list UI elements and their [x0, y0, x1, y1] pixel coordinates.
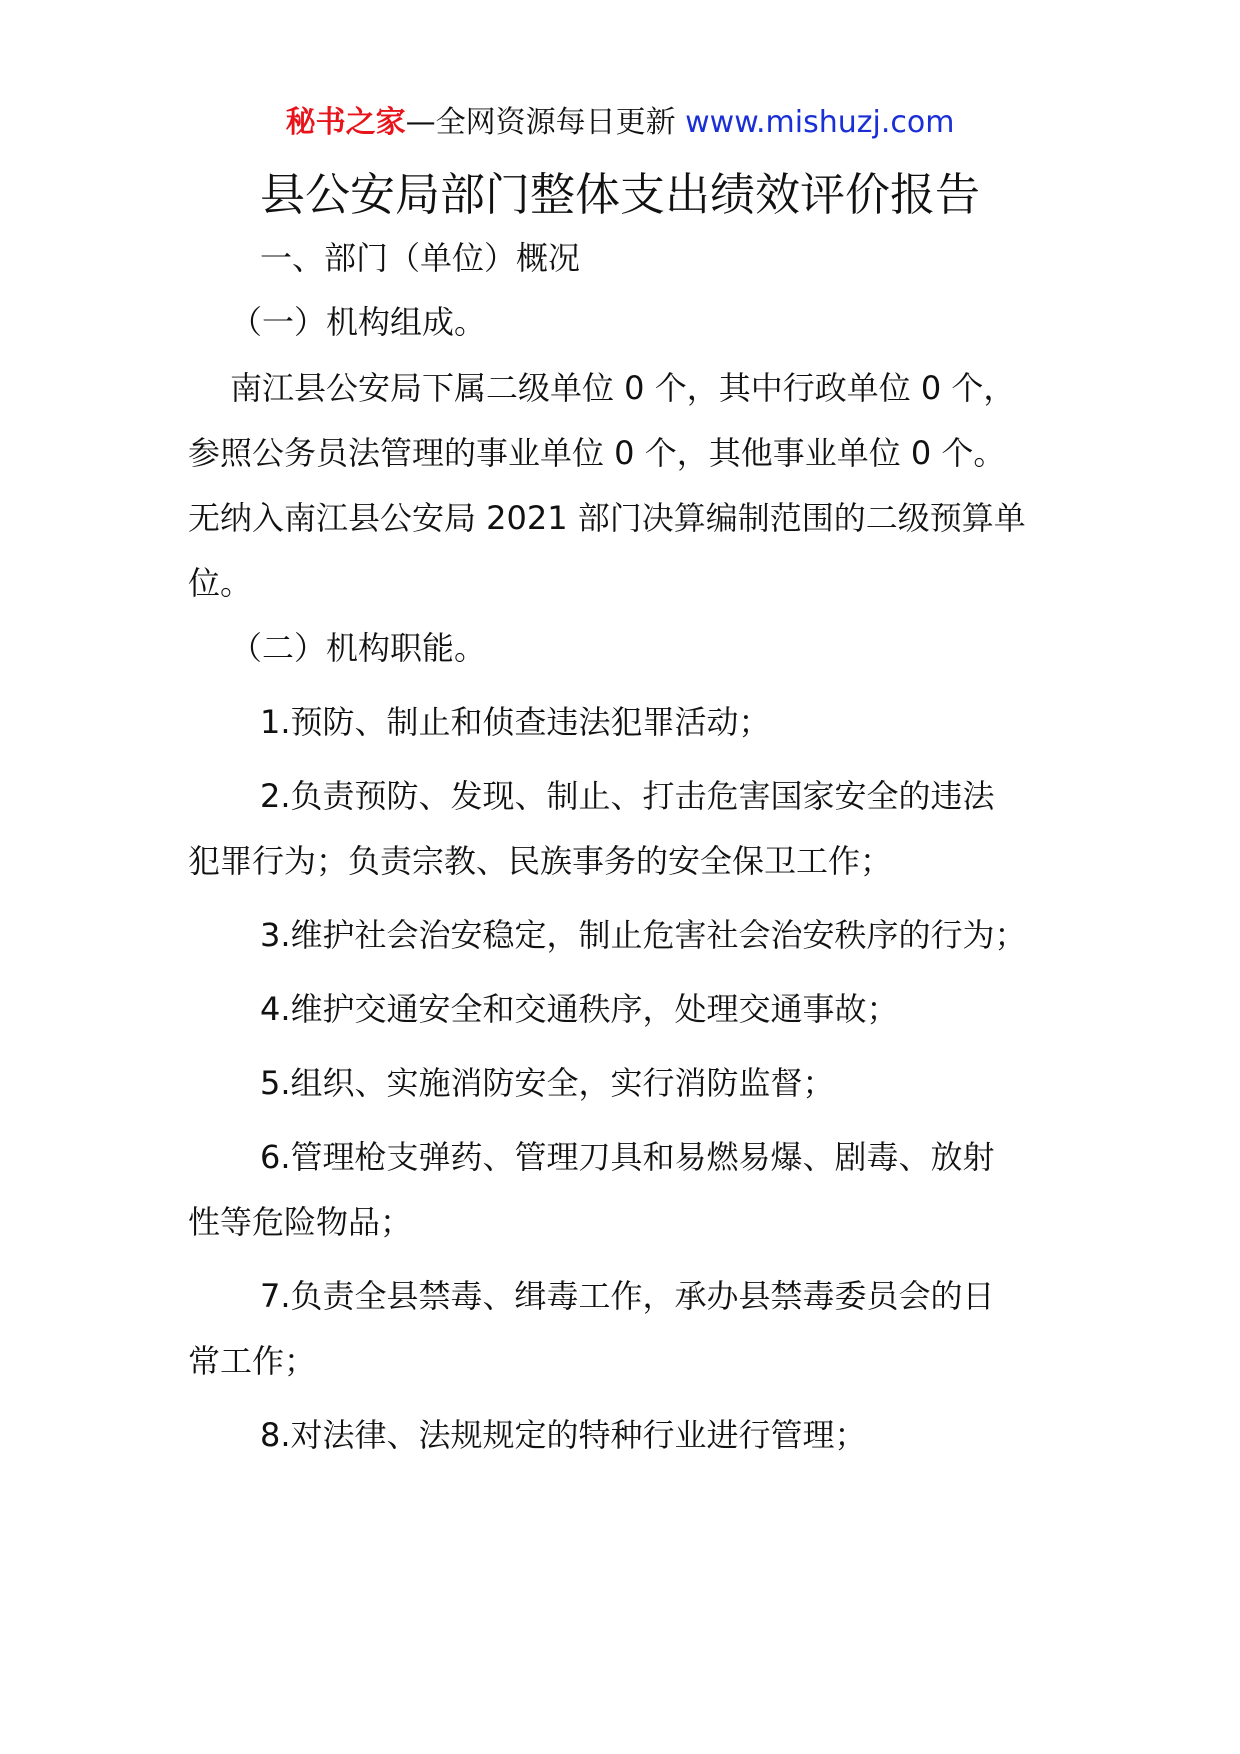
functions-list: [188, 690, 1058, 1468]
function-item: [188, 1264, 1058, 1394]
function-item-line: 8.对法律、法规规定的特种行业进行管理；: [260, 1416, 867, 1454]
document-title: 县公安局部门整体支出绩效评价报告: [259, 168, 980, 221]
function-item-line: 性等危险物品；: [188, 1203, 413, 1241]
document-body: [188, 226, 1058, 1477]
function-item: [188, 764, 1058, 894]
function-item: [188, 1125, 1058, 1255]
function-item: [188, 977, 1058, 1042]
function-item: [188, 903, 1058, 968]
function-item: [188, 1403, 1058, 1468]
function-item-line: 常工作；: [188, 1342, 317, 1380]
site-header: [0, 100, 1240, 146]
paragraph-line: 参照公务员法管理的事业单位 0 个，其他事业单位 0 个。: [188, 434, 1006, 472]
function-item: [188, 1051, 1058, 1116]
site-url-link[interactable]: www.mishuzj.com: [685, 105, 955, 140]
subsection-heading-organization: （一）机构组成。: [230, 303, 487, 341]
function-item-line: 4.维护交通安全和交通秩序，处理交通事故；: [260, 990, 899, 1028]
paragraph-line: 位。: [188, 564, 253, 602]
section-heading-overview: 一、部门（单位）概况: [260, 239, 581, 277]
function-item-line: 1.预防、制止和侦查违法犯罪活动；: [260, 703, 771, 741]
subsection-heading-functions: （二）机构职能。: [230, 629, 487, 667]
paragraph-line: 南江县公安局下属二级单位 0 个，其中行政单位 0 个，: [230, 369, 1016, 407]
function-item-line: 3.维护社会治安稳定，制止危害社会治安秩序的行为；: [260, 916, 1027, 954]
function-item-line: 2.负责预防、发现、制止、打击危害国家安全的违法: [260, 777, 995, 815]
function-item: [188, 690, 1058, 755]
function-item-line: 犯罪行为；负责宗教、民族事务的安全保卫工作；: [188, 842, 893, 880]
function-item-line: 7.负责全县禁毒、缉毒工作，承办县禁毒委员会的日: [260, 1277, 995, 1315]
header-tagline: —全网资源每日更新: [405, 105, 676, 140]
brand-name: 秘书之家: [285, 105, 406, 140]
paragraph-line: 无纳入南江县公安局 2021 部门决算编制范围的二级预算单: [188, 499, 1026, 537]
function-item-line: 5.组织、实施消防安全，实行消防监督；: [260, 1064, 835, 1102]
organization-paragraph: [188, 356, 1058, 616]
function-item-line: 6.管理枪支弹药、管理刀具和易燃易爆、剧毒、放射: [260, 1138, 995, 1176]
